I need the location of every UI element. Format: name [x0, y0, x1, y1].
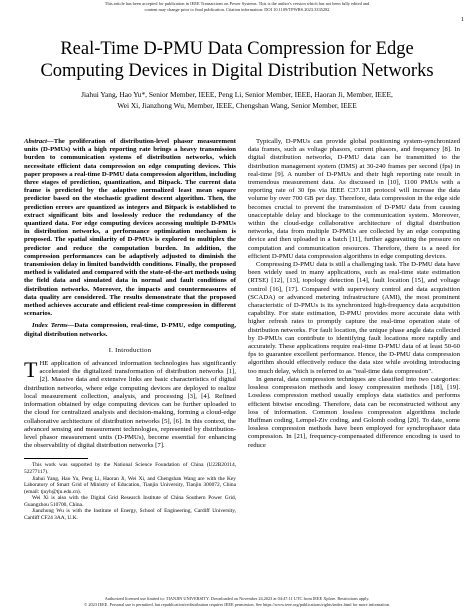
acceptance-notice-line-1: This article has been accepted for publication in IEEE Transactions on Power Systems. This is the author's version which has not been fully edited and — [104, 1, 370, 6]
abstract-lead: Abstract— — [24, 138, 54, 145]
index-terms — [24, 322, 236, 338]
page-number: 1 — [461, 17, 464, 23]
drop-cap-letter: T — [24, 357, 38, 383]
author-list-line-1: Jiahui Yang, Hao Yu*, Senior Member, IEEE, Peng Li, Senior Member, IEEE, Haoran Ji, Member, IEEE, — [81, 90, 393, 99]
acceptance-notice-line-2: content may change prior to final publication. Citation information: DOI 10.1109/TPWRS.2023.3335282 — [144, 7, 330, 12]
abstract-text: The proliferation of distribution-level phasor measurement units (D-PMUs) with a high reporting rate brings a heavy transmission burden to communication systems of distribution networks, which necessitate efficient data compression on edge computing devices. This paper proposes a real-time D-PMU data compression algorithm, including three stages of prediction, quantization, and Bitpack. The current data frame is predicted by the adaptive normalized least mean square predictor based on the stochastic gradient descent algorithm. Then, the prediction errors are quantized as integers and Bitpack is established to extract significant bits and losslessly reduce the redundancy of the quantized data. For edge computing devices accessing multiple D-PMUs in distribution networks, a performance optimization mechanism is proposed. The spatial similarity of D-PMUs is explored to multiplex the predictor and reduce the computation burden. In addition, the compression performances can be adaptively adjusted to diminish the transmission delay in limited bandwidth conditions. Finally, the proposed method is validated and compared with the state-of-the-art methods using the field data and simulated data in normal and fault conditions of distribution networks. Moreover, the impacts and countermeasures of data quality are considered. The results demonstrate that the proposed method achieves accurate and efficient real-time compression in different scenarios. — [24, 138, 236, 318]
paper-title-line-1: Real-Time D-PMU Data Compression for Edge — [60, 39, 414, 59]
body-paragraph-2: Compressing D-PMU data is still a challenging task. The D-PMU data have been widely used in many applications, such as real-time state estimation (RTSE) [12], [13], topology detection [14], fault location [15], and voltage control [16], [17]. Compared with supervisory control and data acquisition (SCADA) or advanced metering infrastructure (AMI), the most prominent characteristic of D-PMUs is its synchronized high-frequency data acquisition capability. For state estimation, D-PMU provides more accurate data with higher refresh rates to promptly capture the real-time operation state of distribution networks. For fault location, the unique phase angle data collected by D-PMUs can contribute to identifying fault locations more rapidly and accurately. These applications require real-time D-PMU data of at least 50-60 fps to guarantee excellent performance. Hence, the D-PMU data compression algorithm should effectively reduce the data size while avoiding introducing too much delay, which is referred to as "real-time data compression". — [248, 261, 460, 375]
footnote-divider — [24, 458, 88, 459]
footnote-funding: This work was supported by the National Science Foundation of China (U22B20114, 52277117). — [24, 462, 236, 475]
left-column — [24, 138, 236, 522]
license-footer-line-1: Authorized licensed use limited to: TIANJIN UNIVERSITY. Downloaded on November 24,2023 at 04:47:11 UTC from IEEE Xplore. Restrictions apply. — [104, 596, 370, 601]
body-paragraph-3: In general, data compression techniques are classified into two categories: lossless compression methods and lossy compression methods [18], [19]. Lossless compression method usually employs data statistics and performs efficient bitwise encoding. Therefore, data can be reconstructed without any loss of information. Common lossless compression algorithms include Huffman coding, Lempel-Ziv coding, and Golomb coding [20]. To date, some lossless compression methods have been employed for synchrophasor data compression. In [21], frequency-compensated difference encoding is used to reduce — [248, 375, 460, 449]
footnote-affiliation-tju: Jiahui Yang, Hao Yu, Peng Li, Haoran Ji, Wei Xi, and Chengshan Wang are with the Key Laboratory of Smart Grid of Ministry of Education, Tianjin University, Tianjin 300072, China (email: tjuyh@tju.edu.cn). — [24, 475, 236, 495]
author-list-line-2: Wei Xi, Jianzhong Wu, Member, IEEE, Chengshan Wang, Senior Member, IEEE — [117, 101, 357, 110]
abstract — [24, 138, 236, 318]
footnote-affiliation-cardiff: Jianzhong Wu is with the Institute of Energy, School of Engineering, Cardiff University, Cardiff CF24 3AA, U.K. — [24, 508, 236, 522]
introduction-text: HE application of advanced information technologies has significantly accelerated the digitalized transformation of distribution networks [1], [2]. Massive data and extensive links are basic characteristics of digital distribution networks, where edge computing devices are deployed to realize local measurement collection, analysis, and processing [3], [4]. Refined information obtained by edge computing devices can be further uploaded to the cloud for centralized analysis and decision-making, forming a cloud-edge collaborative architecture of distribution networks [5], [6]. In this context, the advanced sensing and measurement technologies, represented by distribution-level phasor measurement units (D-PMUs), become essential for enhancing the observability of digital distribution networks [7]. — [24, 360, 236, 450]
section-heading-introduction: I. Introduction — [108, 346, 152, 354]
body-paragraph-1: Typically, D-PMUs can provide global positioning system-synchronized data frames, such as voltage phasors, current phasors, and frequency [8]. In digital distribution networks, D-PMU data can be transmitted to the distribution management system (DMS) at 30-240 frames per second (fps) in real-time [9]. A number of D-PMUs and their high reporting rate result in tremendous measurement data. As discussed in [10], 1100 PMUs with a reporting rate of 30 fps via IEEE C37.118 protocol will increase the data volume by over 700 GB per day. Therefore, data compression in the edge side becomes crucial to prevent the transmission of D-PMU data from causing unacceptable delay and blockage to the communication system. Moreover, within the cloud-edge collaborative architecture of digital distribution networks, data from multiple D-PMUs are collected by an edge computing device and then uploaded in a batch [11], further aggravating the pressure on computation and communication resources. Therefore, there is a need for efficient D-PMU data compression algorithms in edge computing devices. — [248, 138, 460, 260]
paper-title-line-2: Computing Devices in Digital Distribution Networks — [40, 61, 434, 81]
introduction-paragraph — [24, 357, 236, 450]
index-terms-lead: Index Terms — [32, 322, 68, 330]
right-column — [248, 138, 460, 450]
footnote-affiliation-csg: Wei Xi is also with the Digital Grid Research Institute of China Southern Power Grid, Guangzhou 510700, China. — [24, 495, 236, 508]
index-terms-text: —Data compression, real-time, D-PMU, edge computing, digital distribution networks. — [24, 322, 236, 338]
license-footer-line-2: © 2023 IEEE. Personal use is permitted, but republication/redistribution requires IEEE permission. See https://www.ieee.org/publications/rights/index.html for more information. — [84, 602, 390, 607]
